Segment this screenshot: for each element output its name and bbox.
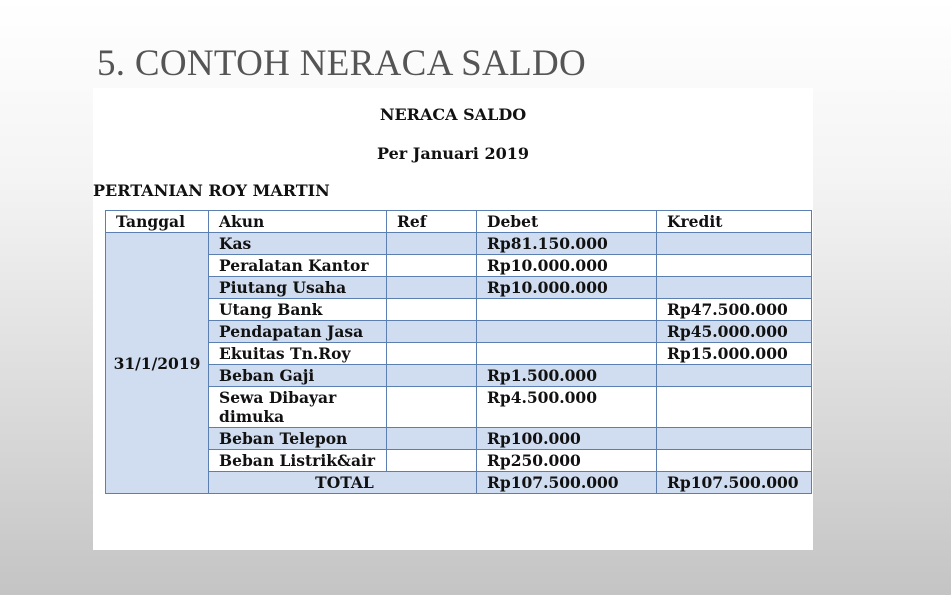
slide-title: 5. CONTOH NERACA SALDO: [97, 43, 587, 84]
kredit-cell: Rp47.500.000: [657, 299, 812, 321]
akun-cell: Ekuitas Tn.Roy: [209, 343, 387, 365]
akun-cell: Beban Listrik&air: [209, 450, 387, 472]
akun-cell: Sewa Dibayar dimuka: [209, 387, 387, 428]
header-kredit: Kredit: [657, 211, 812, 233]
company-name: PERTANIAN ROY MARTIN: [93, 181, 330, 200]
kredit-cell: Rp45.000.000: [657, 321, 812, 343]
debet-cell: [477, 343, 657, 365]
kredit-cell: [657, 428, 812, 450]
header-ref: Ref: [387, 211, 477, 233]
debet-cell: Rp1.500.000: [477, 365, 657, 387]
total-row: [106, 472, 812, 494]
table-row: [106, 321, 812, 343]
ref-cell: [387, 233, 477, 255]
akun-cell: Peralatan Kantor: [209, 255, 387, 277]
ref-cell: [387, 299, 477, 321]
akun-cell: Utang Bank: [209, 299, 387, 321]
ref-cell: [387, 365, 477, 387]
debet-cell: Rp100.000: [477, 428, 657, 450]
table-header-row: [106, 211, 812, 233]
header-akun: Akun: [209, 211, 387, 233]
akun-cell: Piutang Usaha: [209, 277, 387, 299]
ref-cell: [387, 343, 477, 365]
debet-cell: [477, 299, 657, 321]
table-row: [106, 428, 812, 450]
debet-cell: Rp10.000.000: [477, 255, 657, 277]
ref-cell: [387, 428, 477, 450]
header-debet: Debet: [477, 211, 657, 233]
trial-balance-table: [105, 210, 812, 494]
kredit-cell: [657, 277, 812, 299]
akun-cell: Kas: [209, 233, 387, 255]
header-tanggal: Tanggal: [106, 211, 209, 233]
kredit-cell: [657, 365, 812, 387]
kredit-cell: [657, 233, 812, 255]
debet-cell: Rp81.150.000: [477, 233, 657, 255]
akun-cell: Pendapatan Jasa: [209, 321, 387, 343]
debet-cell: Rp250.000: [477, 450, 657, 472]
date-cell: 31/1/2019: [106, 233, 209, 494]
table-row: [106, 255, 812, 277]
kredit-cell: [657, 450, 812, 472]
table-row: [106, 387, 812, 428]
trial-balance-document: [93, 88, 813, 550]
kredit-cell: Rp15.000.000: [657, 343, 812, 365]
table-row: [106, 450, 812, 472]
ref-cell: [387, 450, 477, 472]
ref-cell: [387, 277, 477, 299]
debet-cell: [477, 321, 657, 343]
document-period: Per Januari 2019: [377, 144, 529, 163]
table-row: [106, 299, 812, 321]
table-row: [106, 277, 812, 299]
table-row: [106, 233, 812, 255]
akun-cell: Beban Gaji: [209, 365, 387, 387]
ref-cell: [387, 321, 477, 343]
total-label: TOTAL: [209, 472, 477, 494]
kredit-cell: [657, 255, 812, 277]
debet-cell: Rp10.000.000: [477, 277, 657, 299]
total-debet: Rp107.500.000: [477, 472, 657, 494]
kredit-cell: [657, 387, 812, 428]
ref-cell: [387, 255, 477, 277]
document-title: NERACA SALDO: [379, 105, 527, 124]
akun-cell: Beban Telepon: [209, 428, 387, 450]
table-row: [106, 343, 812, 365]
ref-cell: [387, 387, 477, 428]
total-kredit: Rp107.500.000: [657, 472, 812, 494]
table-row: [106, 365, 812, 387]
debet-cell: Rp4.500.000: [477, 387, 657, 428]
